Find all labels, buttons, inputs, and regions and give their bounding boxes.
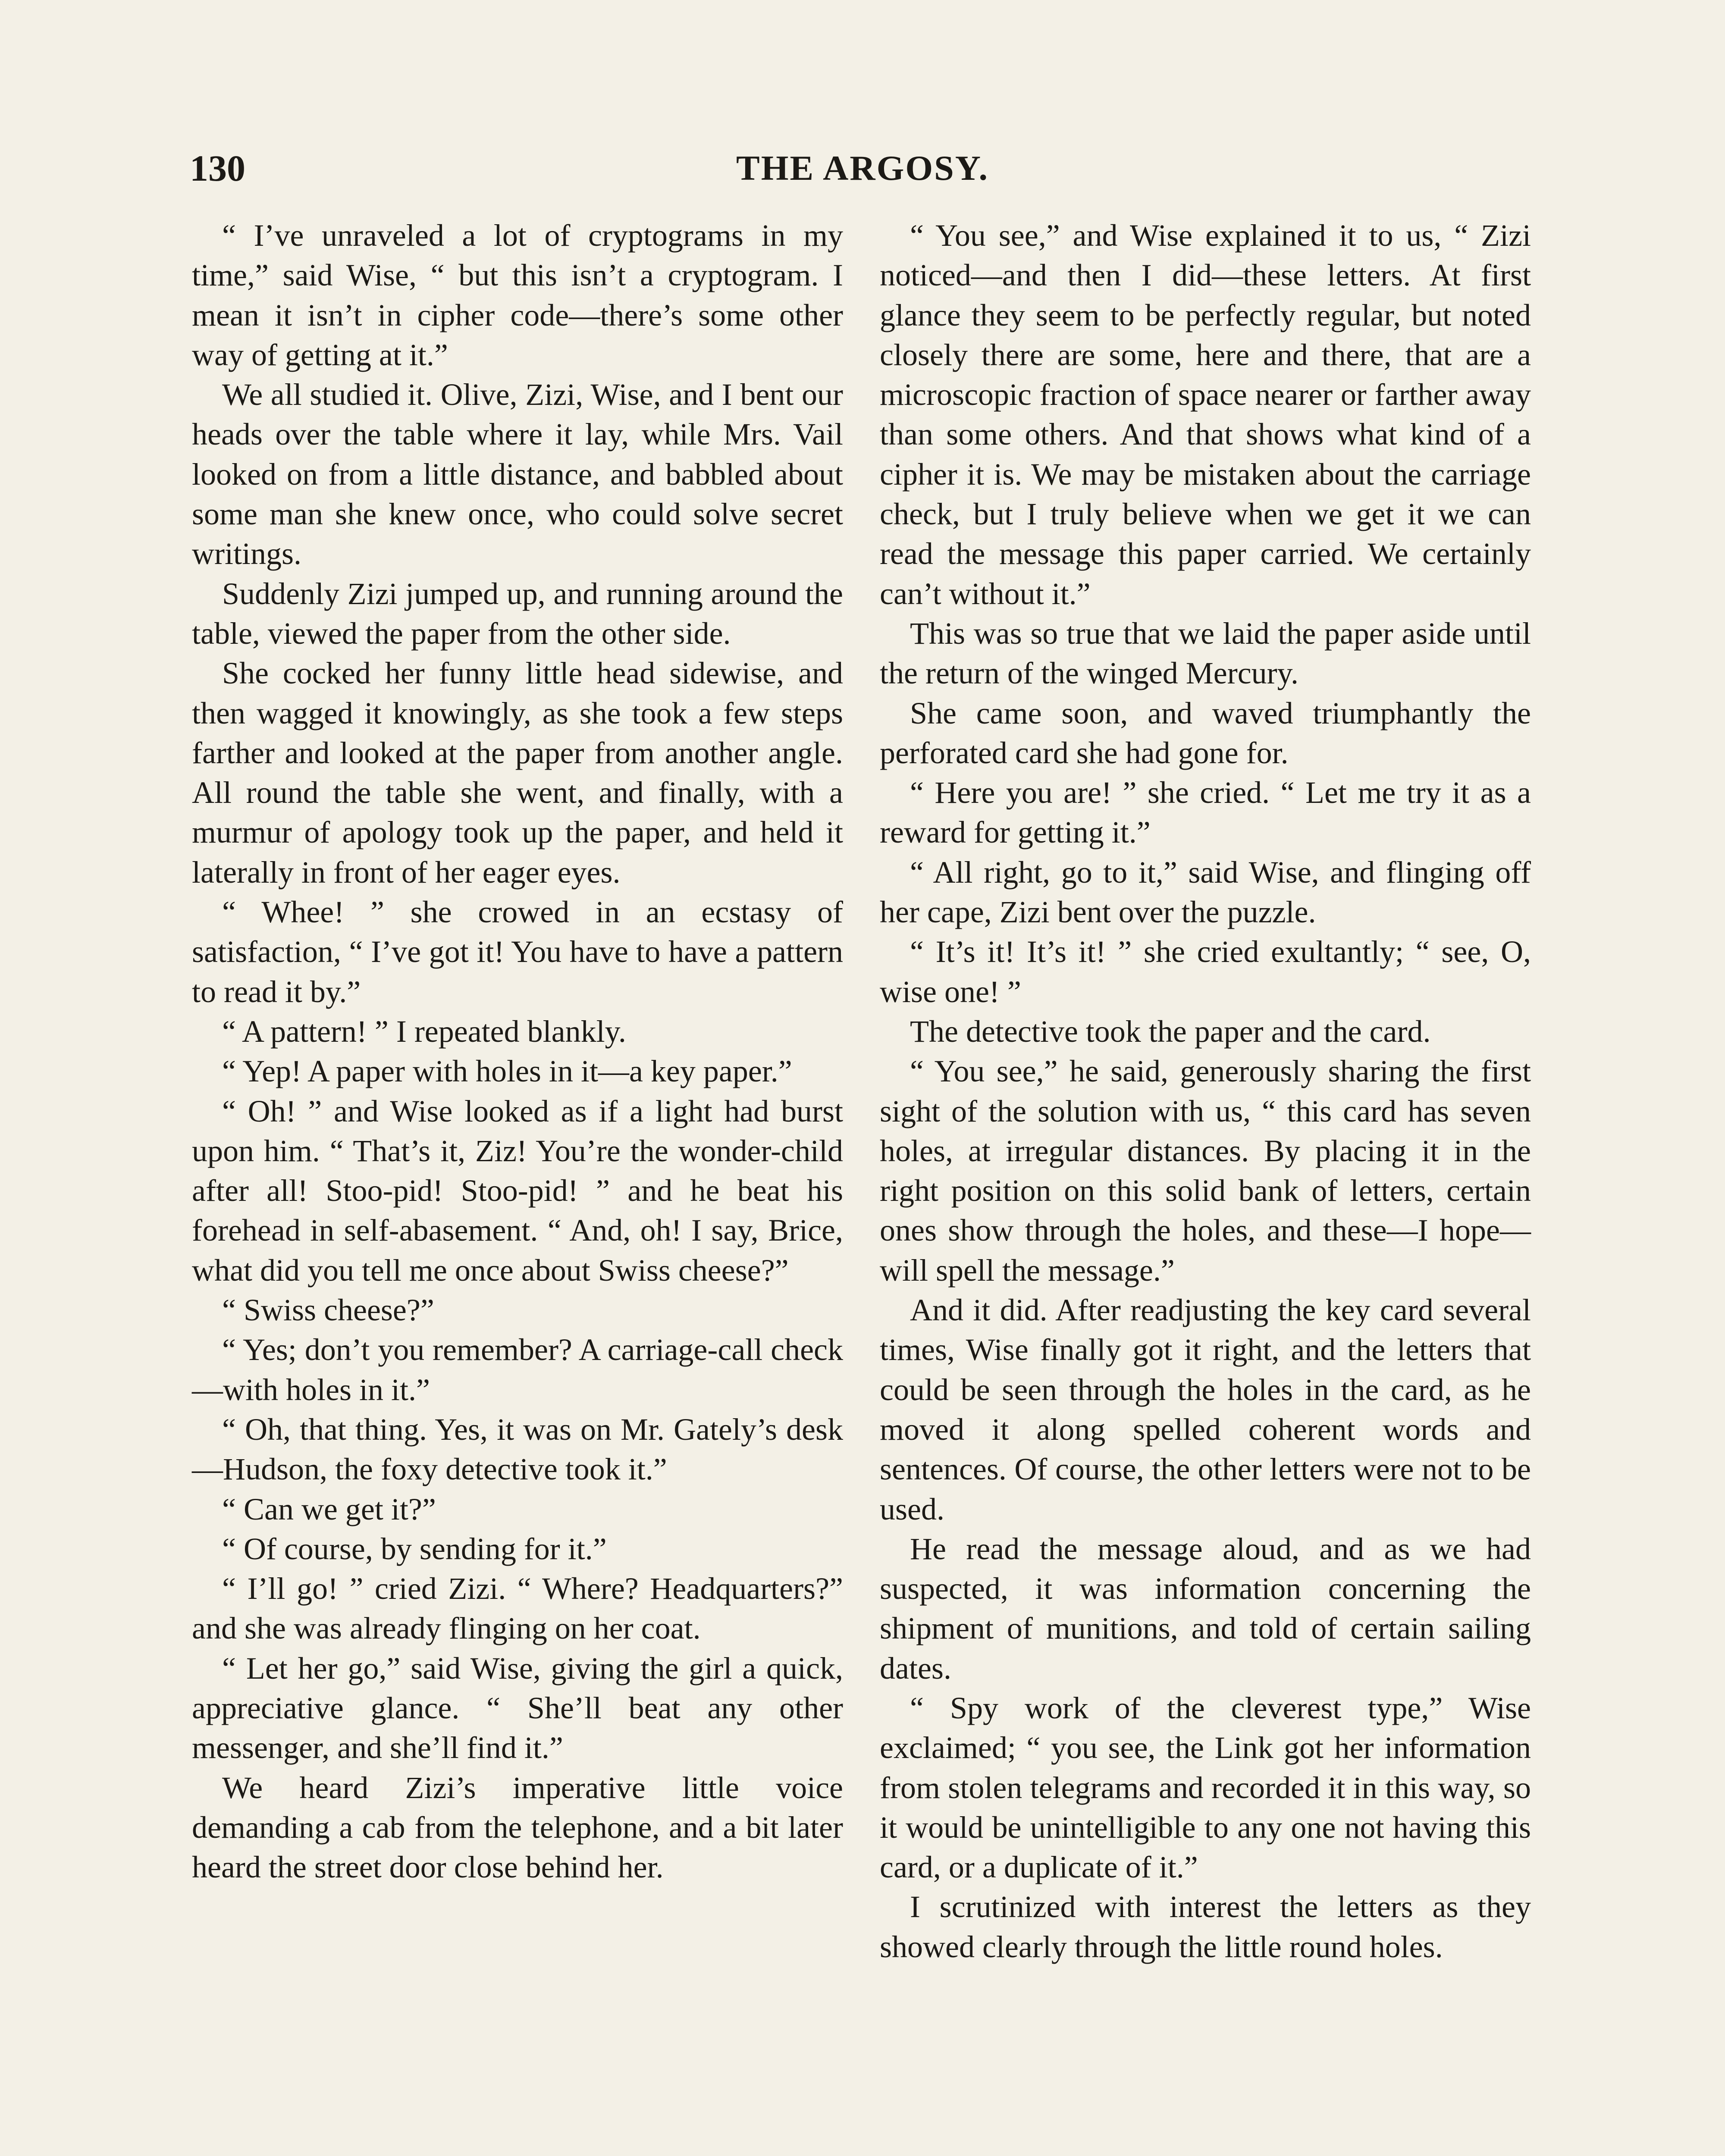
page-number: 130 bbox=[190, 147, 245, 189]
paragraph: We all studied it. Olive, Zizi, Wise, and I bent our heads over the table where it lay, while Mrs. Vail looked on from a little distance, and babbled about some man she knew once, who could solve secret writings. bbox=[192, 377, 843, 571]
paragraph: “ Here you are! ” she cried. “ Let me try it as a reward for getting it.” bbox=[880, 775, 1531, 850]
paragraph: “ Can we get it?” bbox=[222, 1492, 436, 1526]
paragraph: Suddenly Zizi jumped up, and running around the table, viewed the paper from the other side. bbox=[192, 576, 843, 651]
paragraph: “ It’s it! It’s it! ” she cried exultantly; “ see, O, wise one! ” bbox=[880, 934, 1531, 1009]
paragraph: “ Spy work of the cleverest type,” Wise exclaimed; “ you see, the Link got her information from stolen telegrams and recorded it in this way, so it would be unintelligible to any one not having this card, or a duplicate of it.” bbox=[880, 1690, 1531, 1885]
paragraph: “ I’ve unraveled a lot of cryptograms in my time,” said Wise, “ but this isn’t a cryptogram. I mean it isn’t in cipher code—there’s some other way of getting at it.” bbox=[192, 218, 843, 372]
right-column bbox=[880, 216, 1531, 1967]
paragraph: “ You see,” he said, generously sharing the first sight of the solution with us, “ this card has seven holes, at irregular distances. By placing it in the right position on this solid bank of letters, certain ones show through the holes, and these—I hope—will spell the message.” bbox=[880, 1054, 1531, 1288]
paragraph: The detective took the paper and the card. bbox=[910, 1014, 1431, 1049]
paragraph: We heard Zizi’s imperative little voice demanding a cab from the telephone, and a bit later heard the street door close behind her. bbox=[192, 1770, 843, 1885]
paragraph: “ You see,” and Wise explained it to us, “ Zizi noticed—and then I did—these letters. At first glance they seem to be perfectly regular, but noted closely there are some, here and there, that are a microscopic fraction of space nearer or farther away than some others. And that shows what kind of a cipher it is. We may be mistaken about the carriage check, but I truly believe when we get it we can read the message this paper carried. We certainly can’t without it.” bbox=[880, 218, 1531, 611]
paragraph: “ Yes; don’t you remember? A carriage-call check—with holes in it.” bbox=[192, 1332, 843, 1407]
paragraph: And it did. After readjusting the key card several times, Wise finally got it right, and the letters that could be seen through the holes in the card, as he moved it along spelled coherent words and sentences. Of course, the other letters were not to be used. bbox=[880, 1293, 1531, 1526]
paragraph: “ All right, go to it,” said Wise, and flinging off her cape, Zizi bent over the puzzle. bbox=[880, 855, 1531, 930]
paragraph: This was so true that we laid the paper aside until the return of the winged Mercury. bbox=[880, 616, 1531, 691]
running-head: THE ARGOSY. bbox=[736, 148, 989, 188]
paragraph: She came soon, and waved triumphantly the perforated card she had gone for. bbox=[880, 696, 1531, 770]
paragraph: She cocked her funny little head sidewise, and then wagged it knowingly, as she took a few steps farther and looked at the paper from another angle. All round the table she went, and finally, with a murmur of apology took up the paper, and held it laterally in front of her eager eyes. bbox=[192, 656, 843, 890]
paragraph: I scrutinized with interest the letters as they showed clearly through the little round holes. bbox=[880, 1890, 1531, 1964]
paragraph: He read the message aloud, and as we had suspected, it was information concerning the shipment of munitions, and told of certain sailing dates. bbox=[880, 1531, 1531, 1686]
paragraph: “ Swiss cheese?” bbox=[222, 1293, 434, 1328]
page-header bbox=[190, 142, 1535, 194]
left-column bbox=[192, 216, 843, 1887]
paragraph: “ Yep! A paper with holes in it—a key paper.” bbox=[222, 1054, 792, 1089]
paragraph: “ Oh, that thing. Yes, it was on Mr. Gately’s desk—Hudson, the foxy detective took it.” bbox=[192, 1412, 843, 1487]
paragraph: “ A pattern! ” I repeated blankly. bbox=[222, 1014, 626, 1049]
paragraph: “ I’ll go! ” cried Zizi. “ Where? Headquarters?” and she was already flinging on her coat. bbox=[192, 1571, 843, 1646]
paragraph: “ Of course, by sending for it.” bbox=[222, 1531, 607, 1566]
paragraph: “ Let her go,” said Wise, giving the girl a quick, appreciative glance. “ She’ll beat any other messenger, and she’ll find it.” bbox=[192, 1651, 843, 1765]
paragraph: “ Whee! ” she crowed in an ecstasy of satisfaction, “ I’ve got it! You have to have a pattern to read it by.” bbox=[192, 895, 843, 1009]
paragraph: “ Oh! ” and Wise looked as if a light had burst upon him. “ That’s it, Ziz! You’re the wonder-child after all! Stoo-pid! Stoo-pid! ” and he beat his forehead in self-abasement. “ And, oh! I say, Brice, what did you tell me once about Swiss cheese?” bbox=[192, 1094, 843, 1288]
